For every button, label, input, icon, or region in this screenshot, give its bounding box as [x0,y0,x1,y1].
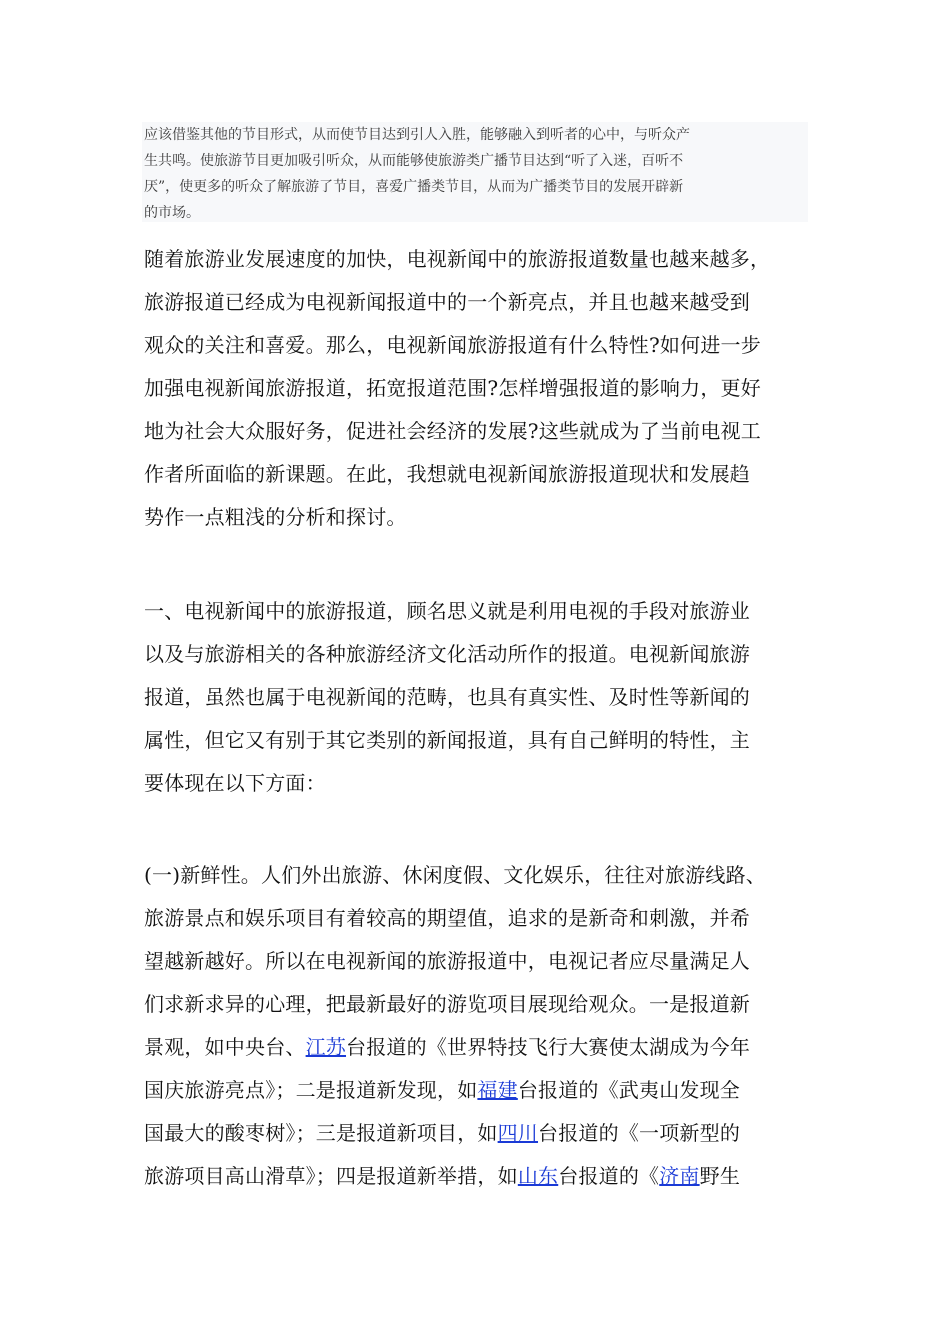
paragraph-line: 要体现在以下方面： [144,771,326,795]
paragraph-line: 势作一点粗浅的分析和探讨。 [144,505,407,529]
link-jinan[interactable]: 济南 [659,1164,700,1188]
paragraph-line: (一)新鲜性。人们外出旅游、休闲度假、文化娱乐，往往对旅游线路、 [144,863,767,887]
text-segment: 国庆旅游亮点》；二是报道新发现，如 [144,1078,478,1102]
excerpt-line: 应该借鉴其他的节目形式，从而使节目达到引人入胜，能够融入到听者的心中，与听众产 [144,127,690,143]
paragraph-line: 以及与旅游相关的各种旅游经济文化活动所作的报道。电视新闻旅游 [144,642,750,666]
paragraph-line [144,1069,808,1112]
text-segment: 台报道的《世界特技飞行大赛使太湖成为今年 [346,1035,751,1059]
text-segment: 旅游项目高山滑草》；四是报道新举措，如 [144,1164,518,1188]
text-segment: 台报道的《武夷山发现全 [517,1078,741,1102]
excerpt-line: 厌”，使更多的听众了解旅游了节目，喜爱广播类节目，从而为广播类节目的发展开辟新 [144,179,684,195]
text-segment: 景观，如中央台、 [144,1035,306,1059]
excerpt-line: 生共鸣。使旅游节目更加吸引听众，从而能够使旅游类广播节目达到“听了入迷，百听不 [144,153,684,169]
intro-paragraph [144,238,808,539]
paragraph-line: 一、电视新闻中的旅游报道，顾名思义就是利用电视的手段对旅游业 [144,599,750,623]
paragraph-line: 旅游报道已经成为电视新闻报道中的一个新亮点，并且也越来越受到 [144,290,750,314]
paragraph-line: 们求新求异的心理，把最新最好的游览项目展现给观众。一是报道新 [144,992,750,1016]
paragraph-line [144,1112,808,1155]
paragraph-line: 加强电视新闻旅游报道，拓宽报道范围?怎样增强报道的影响力，更好 [144,376,761,400]
link-shandong[interactable]: 山东 [517,1164,559,1188]
link-sichuan[interactable]: 四川 [497,1121,539,1145]
paragraph-line: 报道，虽然也属于电视新闻的范畴，也具有真实性、及时性等新闻的 [144,685,750,709]
text-segment: 野生 [699,1164,741,1188]
text-segment: 国最大的酸枣树》；三是报道新项目，如 [144,1121,498,1145]
section-one-paragraph [144,590,808,805]
paragraph-line: 观众的关注和喜爱。那么，电视新闻旅游报道有什么特性?如何进一步 [144,333,761,357]
link-jiangsu[interactable]: 江苏 [305,1035,347,1059]
paragraph-line: 望越新越好。所以在电视新闻的旅游报道中，电视记者应尽量满足人 [144,949,750,973]
paragraph-line: 旅游景点和娱乐项目有着较高的期望值，追求的是新奇和刺激，并希 [144,906,750,930]
paragraph-line [144,1026,808,1069]
novelty-paragraph [144,854,808,1198]
paragraph-line: 地为社会大众服好务，促进社会经济的发展?这些就成为了当前电视工 [144,419,761,443]
paragraph-line: 随着旅游业发展速度的加快，电视新闻中的旅游报道数量也越来越多， [144,247,771,271]
excerpt-line: 的市场。 [144,205,200,221]
paragraph-line: 作者所面临的新课题。在此，我想就电视新闻旅游报道现状和发展趋 [144,462,750,486]
link-fujian[interactable]: 福建 [477,1078,518,1102]
text-segment: 台报道的《 [558,1164,660,1188]
quoted-excerpt-box [142,122,808,222]
text-segment: 台报道的《一项新型的 [538,1121,741,1145]
paragraph-line: 属性，但它又有别于其它类别的新闻报道，具有自己鲜明的特性，主 [144,728,750,752]
paragraph-line [144,1155,808,1198]
